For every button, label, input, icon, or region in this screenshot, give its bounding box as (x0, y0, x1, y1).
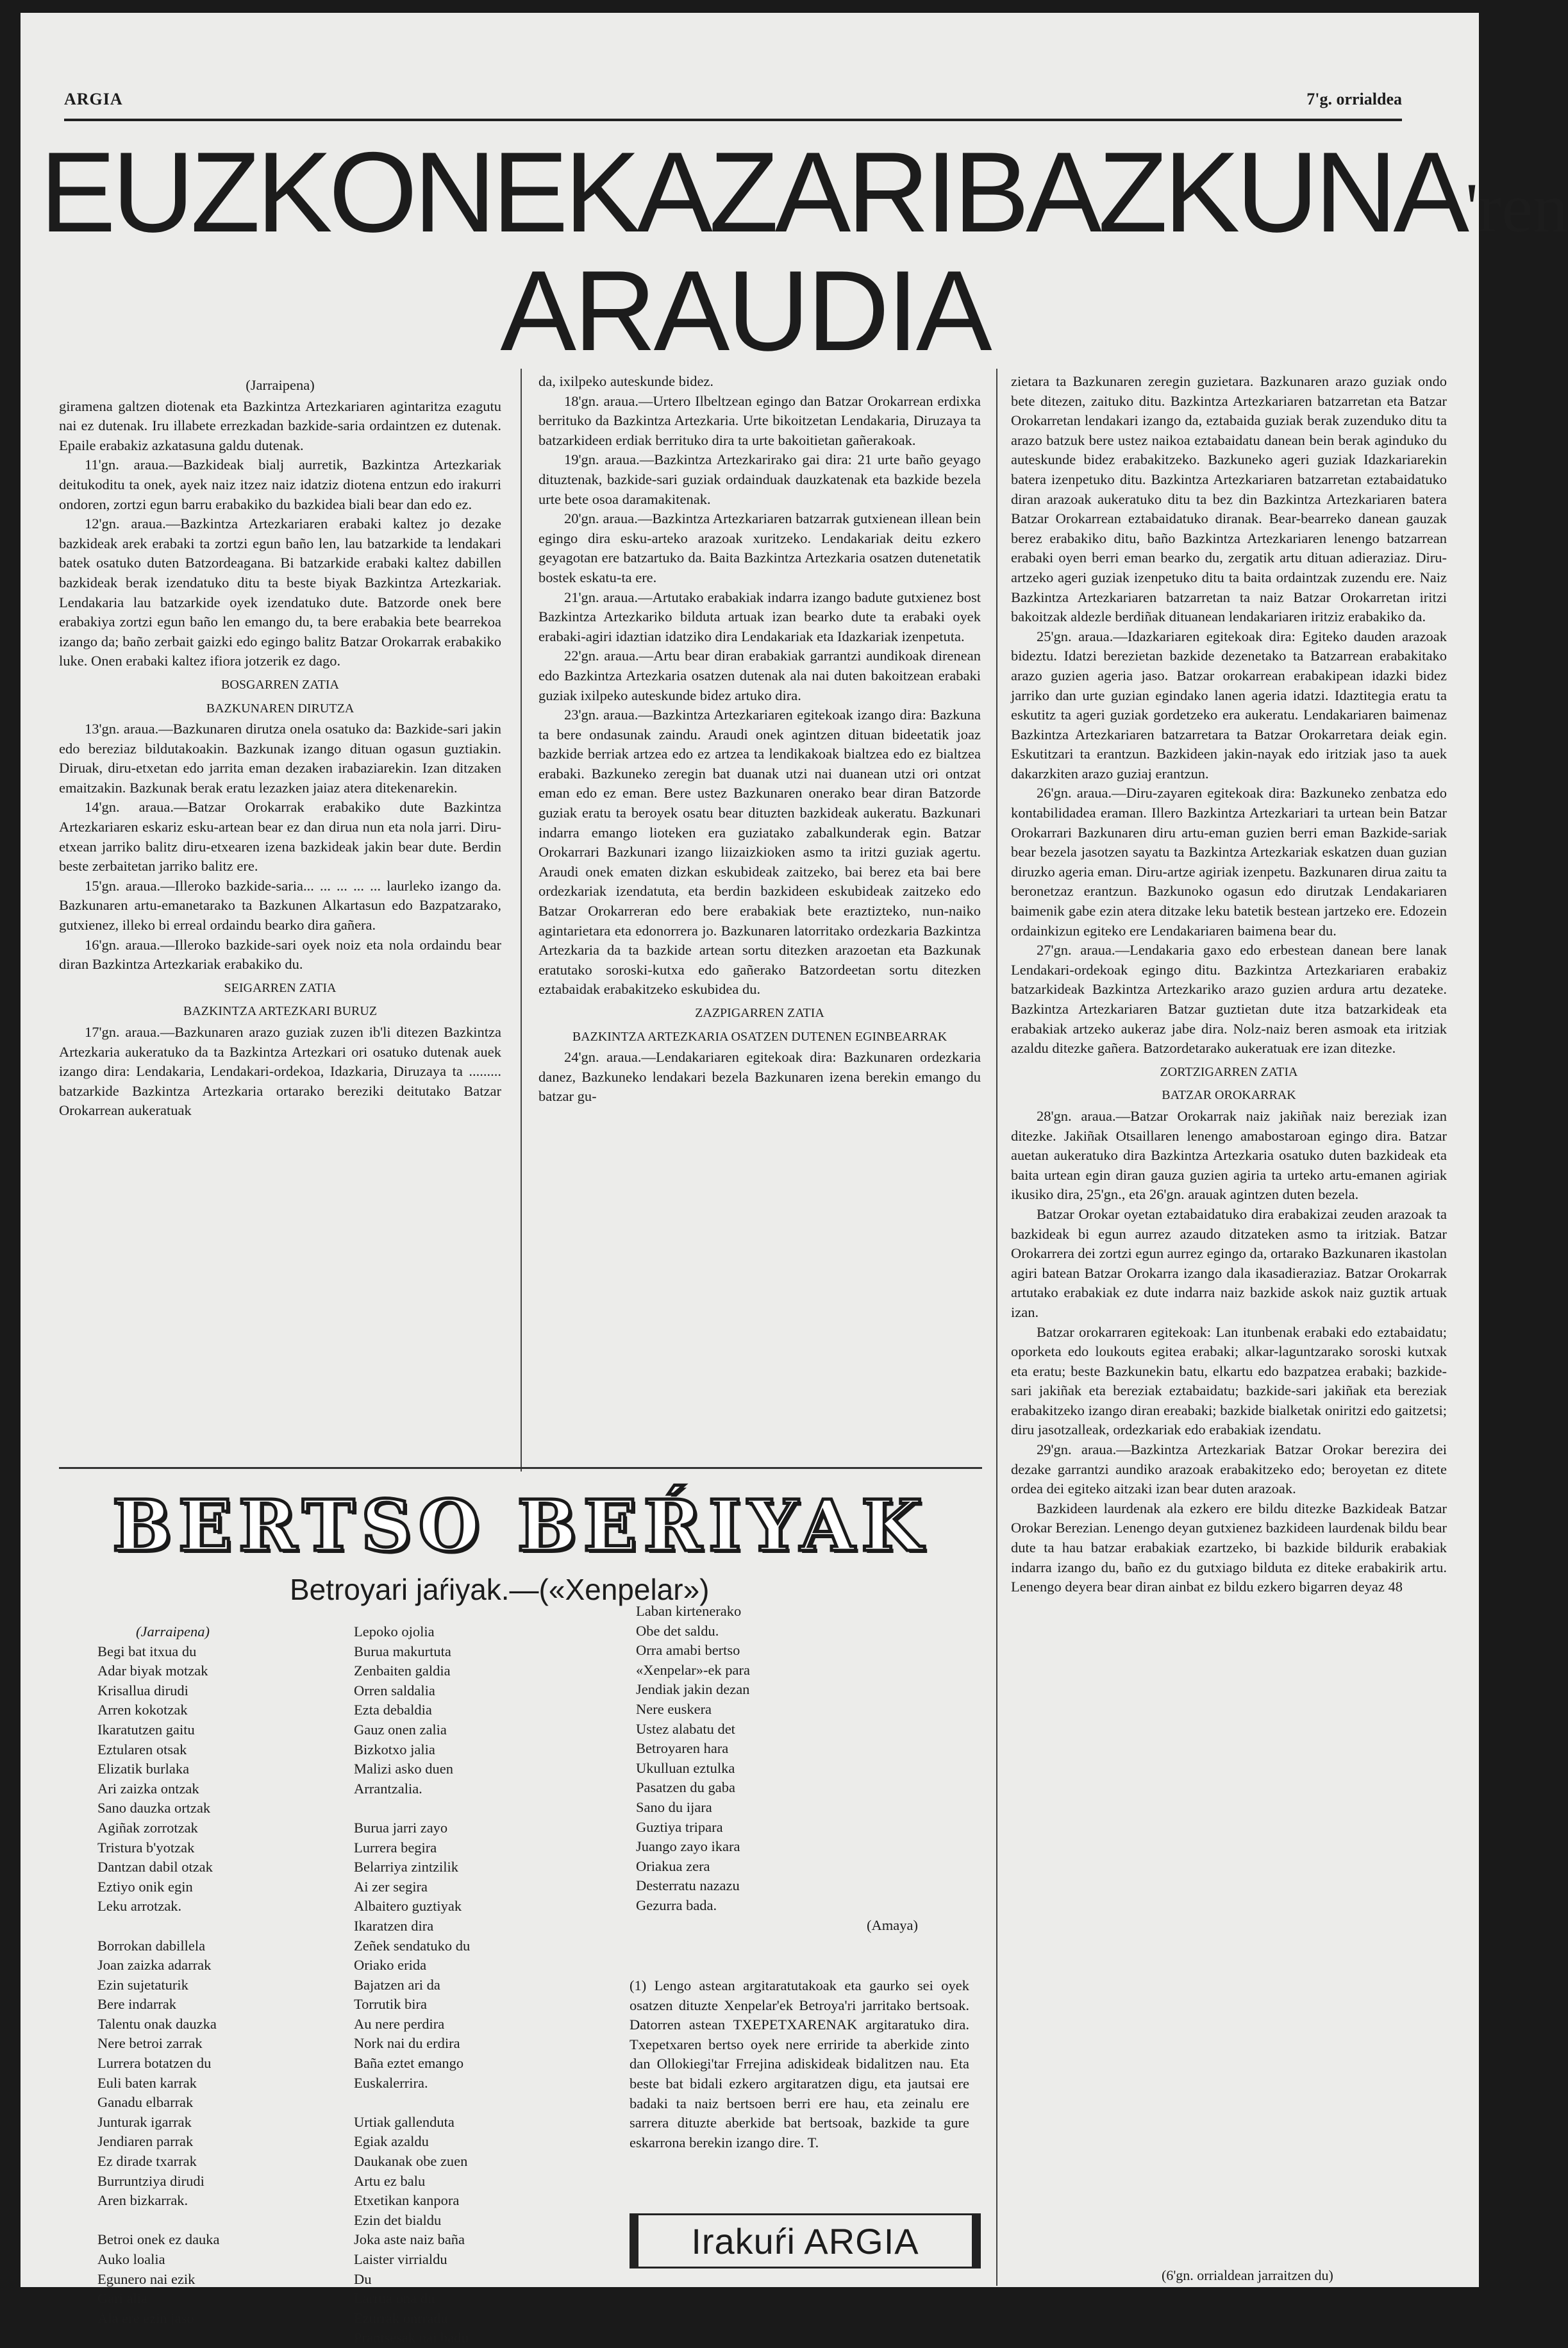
footnote-text: (1) Lengo astean argitaratutakoak eta gaurko sei oyek osatzen dituzte Xenpelar'ek Betroya'ri jarritako bertsoak. Datorren astean TXEPETXARENAK argitaratuko dira. Txepetxaren bertso oyek nere erriride ta aberkide zinto dan Ollokiegi'tar Frrejina adiskideak bidalitzen nau. Eta beste bat bidali ezkero argitaratzen digu, eta jautsai ere badaki ta naiz bertsoen berri ere hau, eta zeinalu ere sarrera dituzte aberkide bat bertsoak, bazkide ta gure eskarrona berekin izango dire. T. (630, 1977, 969, 2151)
paragraph: giramena galtzen diotenak eta Bazkintza Artezkariaren agintaritza ezagutu nai ez dutenak. Iru illabete errezkadan bazkide-saria ordaintzen ez dutenak. Epaile erabakiz azkatasuna galdu dutenak. (59, 398, 501, 453)
paragraph: 14'gn. araua.—Batzar Orokarrak erabakiko dute Bazkintza Artezkariaren eskariz esku-artean bear ez dan dirua nun eta nola jarri. Diru-etxean jarriko balitz diru-etxearen izena bazkideak jakin bear dute. Berdin beste zerbaitetan jarriko balitz ere. (59, 799, 501, 875)
paragraph: 20'gn. araua.—Bazkintza Artezkariaren batzarrak gutxienean illean bein egingo dira esku-arteko arazoak xuritzeko. Lendakariak deitu ezkero geyagotan ere batzartuko da. Baita Bazkintza Artezkaria osatzen dutenetatik bostek eskatu-ta ere. (538, 510, 981, 585)
main-title-suffix: 'ren (1465, 169, 1568, 247)
paragraph: 17'gn. araua.—Bazkunaren arazo guziak zuzen ib'li ditezen Bazkintza Artezkaria aukeratuko da ta Bazkintza Artezkari ori osatuko dutenak auek izango dira: Lendakaria, Lendakari-ordekoa, Idazkaria, Diruzaya ta ......... batzarkide Bazkintza Artezkaria ortarako bereziki deitutako Batzar Orokarrean aukeratuak (59, 1024, 501, 1119)
section-subheading: BAZKUNAREN DIRUTZA (206, 701, 354, 716)
newspaper-page (21, 13, 1568, 2346)
paragraph: 24'gn. araua.—Lendakariaren egitekoak dira: Bazkunaren ordezkaria danez, Bazkuneko lendakari bezela Bazkunaren izena berekin emango du batzar gu- (538, 1049, 981, 1105)
paragraph: 27'gn. araua.—Lendakaria gaxo edo erbestean danean bere lanak Lendakari-ordekoak egingo ditu. Bazkintza Artezkariaren erabakiz batzarkideak Bazkintza Artezkariko arazo guzien ardura artu dezateke. Bazkintza Artezkariaren Batzar guztietan dute itza batzarkideak eta erabakiak artzeko aukeraz jabe dira. Nolz-naiz beren asmoak eta iritziak azaldu ditezke gañera. Batzordetarako aukeratuak ere izan ditezke. (1011, 942, 1447, 1057)
paragraph: da, ixilpeko auteskunde bidez. (538, 373, 714, 389)
attribution: (Amaya) (867, 1916, 918, 1933)
paragraph: 25'gn. araua.—Idazkariaren egitekoak dira: Egiteko dauden arazoak bideztu. Idatzi berezietan bazkide dezenetako ta Batzarrean erabakitako arazo guzien ageria jaso. Batzar orokarrean erabakipean idazki bidez jarriko dan urte guzian egindako lanen ageria idatzi. Idaztitegia eratu ta eskutitz ta ageri guziak gordetzeko era aukeratu. Lendakariaren baimenaz Bazkintza Artezkariaren batzarretara ta Batzar Orokarretara deiak egin. Eskutitzari ta erantzun. Bazkideen jakin-nayak edo iritziak jaso ta auek dakarzkiten arazo guziaj erantzun. (1011, 628, 1447, 782)
paragraph: 29'gn. araua.—Bazkintza Artezkariak Batzar Orokar berezira dei dezake garrantzi aundiko arazoak erabakitzeko edo; beroyetan ez ditete ordea dei egiteko aitzaki izan bear duten arazoak. (1011, 1441, 1447, 1497)
article-column-1 (59, 372, 501, 1276)
column-rule-1 (521, 369, 522, 1472)
paragraph: Batzar Orokar oyetan eztabaidatuko dira erabakizai zeuden arazoak ta bazkideak bi egun aurrez azaudo ditzateken asmo ta iritziak. Batzar Orokarrera dei zortzi egun aurrez egingo da, ortarako Bazkunaren ikastolan agiri batean Batzar Orokarra izango dala ikasadieraziaz. Batzar Orokarrak artutako erabakiak ez dute indarra naiz bazkide askok naiz guztik artuak izan. (1011, 1205, 1447, 1320)
paragraph: 18'gn. araua.—Urtero Ilbeltzean egingo dan Batzar Orokarrean erdixka berrituko da Bazkintza Artezkaria. Urte bikoitzetan Lendakaria, Diruzaya ta batzarkideen erdiak berrituko dira ta urte bakoitietan gañerakoak. (538, 392, 981, 448)
poem-column-3 (636, 1602, 944, 1935)
page-number: 7'g. orrialdea (1306, 90, 1402, 108)
paragraph: 19'gn. araua.—Bazkintza Artezkarirako gai dira: 21 urte baño geyago dituztenak, bazkide-sari guziak ordainduak dauzkatenak eta bazkide bezela urte bete osoa daramakitenak. (538, 451, 981, 507)
poem-column-1 (97, 1622, 367, 2328)
section-heading: BOSGARREN ZATIA (221, 677, 339, 692)
section-rule (59, 1467, 982, 1469)
header-rule (64, 119, 1402, 121)
section-subheading: BAZKINTZA ARTEZKARIA OSATZEN DUTENEN EGINBEARRAK (572, 1029, 947, 1044)
poem-text: Laban kirtenerako Obe det saldu. Orra amabi bertso «Xenpelar»-ek para Jendiak jakin dezan Nere euskera Ustez alabatu det Betroyaren hara Ukulluan eztulka Pasatzen du gaba Sano du ijara Guztiya tripara Juango zayo ikara Oriakua zera Desterratu nazazu Gezurra bada. (636, 1603, 751, 1913)
section-heading: ZAZPIGARREN ZATIA (695, 1006, 824, 1020)
paragraph: Batzar orokarraren egitekoak: Lan itunbenak erabaki edo eztabaidatu; oporketa edo loukouts egitea erabaki; alkar-laguntzarako soroski kutxak eta eratu; beste Bazkunekin batu, elkartu edo bazpatzea erabaki; bazkide-sari jakiñak eta bereziak eztabaidatu; bazkide-sari jakiñak eta bereziak erabakitzeko izango diran ereabaki; bazkide bialketak oniritzi edo gaitzetsi; diru jasotzalleak, ordezkariak edo erabakiak izendatu. (1011, 1323, 1447, 1438)
paragraph: 21'gn. araua.—Artutako erabakiak indarra izango badute gutxienez bost Bazkintza Artezkariko bilduta artuak izan bearko dute ta erabaki oyek erabaki-agiri idaztian idatziko dira Lendakariak eta Idazkariak izenpetuta. (538, 589, 981, 644)
paragraph: 13'gn. araua.—Bazkunaren dirutza onela osatuko da: Bazkide-sari jakin edo bereziaz bildutakoakin. Bazkunak izango dituan ogasun guztiakin. Diruak, diru-etxetan edo jarrita eman dezaken irabaziarekin. Izan ditzaken emaitzakin. Bazkunak berak eratu lezazken jaiaz atera ditekenarekin. (59, 721, 501, 796)
continued-label: (Jarraipena) (246, 377, 315, 393)
main-title-line1: EUZKONEKAZARIBAZKUNA (40, 128, 1466, 256)
advert-box: Irakuŕi ARGIA (630, 2213, 981, 2268)
poem-column-2: Lepoko ojolia Burua makurtuta Zenbaiten galdia Orren saldalia Ezta debaldia Gauz onen zalia Bizkotxo jalia Malizi asko duen Arrantzalia. Burua jarri zayo Lurrera begira Belarriya zintzilik Ai zer segira Albaitero guztiyak Ikaratzen dira Zeñek sendatuko du Oriako erida Bajatzen ari da Torrutik bira Au nere perdira Nork nai du erdira Baña eztet emango Euskalerrira. Urtiak gallenduta Egiak azaldu Daukanak obe zuen Artu ez balu Etxetikan kanpora Ezin det bialdu Joka aste naiz baña Laister virrialdu Du Larrua ona du Ezurrak onrradu Prantsesak nai badu (354, 1623, 471, 2346)
paragraph: 26'gn. araua.—Diru-zayaren egitekoak dira: Bazkuneko zenbatza edo kontabilidadea eraman. Illero Bazkintza Artezkariari ta urtean bein Batzar Orokarrari Bazkunaren diru artu-eman guzien berri eman Bazkide-sariak bear bezela jasotzen sayatu ta Bazkintza Artezkariak eskatzen duan guzian diruzko ageria eman. Diru-artze agiriak izenpetu. Bazkunaren dirua zaitu ta beronetzaz erantzun. Bazkunoko ogasun edo dirutzak Lendakariaren baimenik gabe ezin atera ditzake leku batetik bestean jartzeko ere. Edozein ordainkizun egiteko ere Lendakariaren baimena bear du. (1011, 785, 1447, 939)
article-column-2 (538, 372, 981, 1462)
paragraph: 23'gn. araua.—Bazkintza Artezkariaren egitekoak izango dira: Bazkuna ta bere ondasunak zaindu. Araudi onek agintzen dituan bideetatik joaz bazkide berriak artzea edo ez artzea ta lendikakoak bialtzea edo ez bialtzea erabaki. Bazkuneko zeregin bat duanak utzi nai duanean utzi ori ontzat eman edo ez eman. Bere ustez Bazkunaren onerako bear diran Batzorde guziak eratu ta beroyek osatu bear dituzten bazkideak aukeratu. Bazkunari indarra emango lioteken era guziatako zabalkunderak egin. Batzar Orokarrari Bazkunari izango liizaizkioken asmo ta iritzi guziak agertu. Araudi onek ematen dizkan eskubideak zaitzeko, bai berez eta bai bere ordezkariak izendatuta, eta berdin bazkideen eskubideak zaitzeko edo Batzar Orokarreran edo bere erabakiak bete eraztizteko, nun-naiko agintarietara eta edonorrera jo. Bazkunaren latorritako ordezkaria Bazkintza Artezkaria da ta bazkide artean sortu ditezken arazoetan eta Bazkunak eratutako soroski-kutxa edo gañerako Batzordeetan sortu ditezken eztabaidak erabakitzeko eskubidea du. (538, 707, 981, 998)
paragraph: 11'gn. araua.—Bazkideak bialj aurretik, Bazkintza Artezkariak deitukoditu ta onek, ayek naiz itzez naiz idatziz diotena entzun edo irakurri ondoren, zortzi egun barru erabakiko du bazkidea biali bear dan edo ez. (59, 457, 501, 512)
paragraph: 22'gn. araua.—Artu bear diran erabakiak garrantzi aundikoak direnean edo Bazkintza Artezkaria osatzen dutenak ala nai duten bakoitzean erabaki guziak ixilpeko auteskunde bidez artuko dira. (538, 648, 981, 703)
bertso-subtitle: Betroyari jaŕiyak.—(«Xenpelar») (290, 1573, 710, 1606)
paragraph: Bazkideen laurdenak ala ezkero ere bildu ditezke Bazkideak Batzar Orokar Berezian. Lenengo deyan gutxienez bazkideen laurdenak bildu bear dute ta hau batzar erabakiak ezartzeko, bi bazkide bildurik erabakiak indarra izango du, baño ez du gutxiago bilduta ez diteke erabakirik artu. Lenengo deyera bear diran ainbat ez bildu ezkero bigarren deyaz 48 (1011, 1500, 1447, 1595)
paragraph: zietara ta Bazkunaren zeregin guzietara. Bazkunaren arazo guziak ondo bete ditezen, zaituko ditu. Bazkintza Artezkariaren batzarretan eta Batzar Orokarretan lendakari izango da, eztabaida guziak berak zuzenduko ditu ta arazo batzuk bere ustez naikoa eztabaidatu danean bein berak aginduko du auteskunde bidez erabakitzeko. Bazkuneko ageri guziak Idazkariarekin batera izenpetuko ditu. Bazkintza Artezkariaren batzarretan eztabaidatuko diran arazoak aukeratuko ditu ta bez din Bazkintza Artezkariaren batera Batzar Orokarrean eztabaidatuko diranak. Bear-bearreko danean gauzak berez erabakiko ditu, baño Bazkintza Artezkariaren lenengo batzarrean erabaki oyen berri eman bearko du, zergatik artu dituan adieraziaz. Diru-artzeko ageri guziak izenpetuko ditu ta baita ordaintzak zuzendu ere. Naiz Bazkintza Artezkariaren batzarretan ta naiz Batzar Orokarretan iritzi bakoitzak aldezle berdiñak dituanean lendakariaren iritziz erabakiko da. (1011, 373, 1447, 625)
section-heading: SEIGARREN ZATIA (224, 980, 337, 995)
column-rule-2 (996, 369, 997, 2286)
paragraph: 12'gn. araua.—Bazkintza Artezkariaren erabaki kaltez jo dezake bazkideak arek erabaki ta zortzi egun baño len, lau batzarkide ta lendakari batek osatuko duten Batzordeagana. Bi batzarkide erabaki kaltez dabillen bazkideak berak izendatuko ditu ta beste biyak Bazkintza Artezkariak. Lendakaria lau batzarkide oyek izendatuko dute. Batzorde onek bere erabakiya zortzi egun baño len emango du, ta bere erabakia bete bearrekoa izango da; baño zerbait gaizki edo egingo balitz Batzar Orokarrak erabakiko luke. Onen erabaki kaltez ifiora jotzerik ez dago. (59, 516, 501, 669)
paragraph: 16'gn. araua.—Illeroko bazkide-sari oyek noiz eta nola ordaindu bear diran Bazkintza Artezkariak erabakiko du. (59, 936, 501, 973)
continued-label: (Jarraipena) (136, 1623, 210, 1639)
section-subheading: BATZAR OROKARRAK (1162, 1088, 1296, 1103)
section-subheading: BAZKINTZA ARTEZKARI BURUZ (183, 1004, 378, 1019)
footnote (630, 1976, 969, 2152)
continued-note: (6'gn. orrialdean jarraitzen du) (1162, 2267, 1333, 2283)
section-heading: ZORTZIGARREN ZATIA (1160, 1064, 1298, 1079)
publication-name: ARGIA (64, 90, 123, 108)
main-title-line2: ARAUDIA (500, 247, 990, 374)
bertso-title: BERTSO BEŔIYAK (112, 1484, 929, 1567)
poem-text: Begi bat itxua du Adar biyak motzak Krisallua dirudi Arren kokotzak Ikaratutzen gaitu Eztularen otsak Elizatik burlaka Ari zaizka ontzak Sano dauzka ortzak Agiñak zorrotzak Tristura b'yotzak Dantzan dabil otzak Eztiyo onik egin Leku arrotzak. Borrokan dabillela Joan zaizka adarrak Ezin sujetaturik Bere indarrak Talentu onak dauzka Nere betroi zarrak Lurrera botatzen du Euli baten karrak Ganadu elbarrak Junturak igarrak Jendiaren parrak Ez dirade txarrak Burruntziya dirudi Aren bizkarrak. Betroi onek ez dauka Auko loalia Egunero nai ezik Gari alia Ala ere ezin jaso (97, 1643, 220, 2326)
paragraph: 28'gn. araua.—Batzar Orokarrak naiz jakiñak naiz bereziak izan ditezke. Jakiñak Otsaillaren lenengo amabostaroan egingo dira. Batzar auetan aukeratuko dira Bazkintza Artezkaria osatuko duten bazkideak eta baita urtean egin diran gauza guzien agiria ta urteko artu-emanen agiriak ikusiko dira, 25'gn., eta 26'gn. arauak agintzen duten bezela. (1011, 1107, 1447, 1203)
paragraph: 15'gn. araua.—Illeroko bazkide-saria... ... ... ... ... laurleko izango da. Bazkunaren artu-emanetarako ta Bazkunen Alkartasun edo Bazpatzarako, gutxienez, illeko bi erreal ordaindu bearko dira gañera. (59, 877, 501, 934)
article-column-3 (1011, 372, 1447, 2283)
